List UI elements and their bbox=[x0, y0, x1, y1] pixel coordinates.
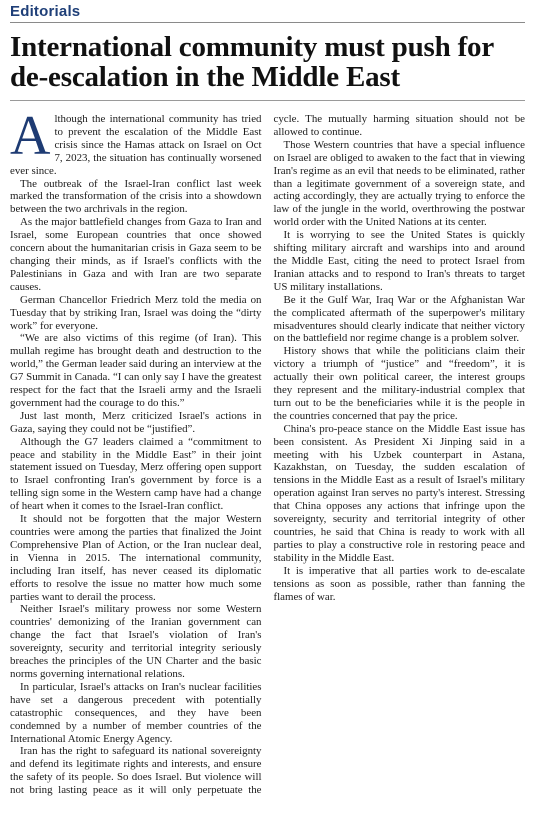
article-paragraph: Be it the Gulf War, Iraq War or the Afghanistan War the complicated aftermath of the superpower's military misadventures should clearly indicate that neither victory on the battlefield nor regime change is a problem solver. bbox=[273, 293, 525, 345]
article-paragraph: Just last month, Merz criticized Israel's actions in Gaza, saying they could not be “justified”. bbox=[10, 409, 262, 435]
article-paragraph: Although the G7 leaders claimed a “commitment to peace and stability in the Middle East” in their joint statement issued on Tuesday, Merz offering open support to Israel confronting Iran's government by force is a telling sign some in the Western camp have had a change of heart when it comes to the Israel-Iran conflict. bbox=[10, 435, 262, 513]
article-paragraph bbox=[10, 105, 262, 178]
article-paragraph: German Chancellor Friedrich Merz told the media on Tuesday that by striking Iran, Israel was doing the “dirty work” for everyone. bbox=[10, 293, 262, 332]
article-paragraph: As the major battlefield changes from Gaza to Iran and Israel, some European countries that once showed concern about the humanitarian crisis in Gaza seem to be changing their minds, as if Israel's conflicts with the Palestinians in Gaza and with Iran are two separate causes. bbox=[10, 216, 262, 293]
paragraph-text: lthough the international community has tried to prevent the escalation of the Middle East crisis since the Hamas attack on Israel on Oct 7, 2023, the situation has continually worsened ever since. bbox=[10, 113, 262, 177]
article-paragraph: Neither Israel's military prowess nor some Western countries' demonizing of the Iranian government can change the fact that Israel's violation of Iran's sovereignty, security and territorial integrity seriously breaches the principles of the UN Charter and the basic norms governing international relations. bbox=[10, 603, 262, 680]
headline-divider bbox=[10, 100, 525, 101]
section-divider bbox=[10, 22, 525, 23]
article-body bbox=[10, 105, 525, 819]
article-paragraph: Iran has the right to safeguard its national sovereignty and defend its legitimate rights and interests, and ensure the safety of its people. So does Israel. But violence will not bring lasting peace as it will only perpetuate the cycle. The mutually harming situation should not be allowed to continue. bbox=[10, 113, 525, 797]
article-paragraph: The outbreak of the Israel-Iran conflict last week marked the transformation of the crisis into a showdown between the two archrivals in the region. bbox=[10, 177, 262, 216]
drop-cap: A bbox=[10, 105, 51, 167]
article-paragraph: China's pro-peace stance on the Middle East issue has been consistent. As President Xi Jinping said in a meeting with his Uzbek counterpart in Astana, Kazakhstan, on Tuesday, the sudden escalation of tensions in the Middle East as a result of Israel's military operation against Iran serves no party's interest. Stressing that China opposes any actions that infringe upon the sovereignty, security and territorial integrity of other countries, he said that China is ready to work with all parties to play a constructive role in restoring peace and stability in the Middle East. bbox=[273, 422, 525, 564]
section-label: Editorials bbox=[10, 3, 81, 20]
article-paragraph: “We are also victims of this regime (of Iran). This mullah regime has brought death and destruction to the world,” the German leader said during an interview at the G7 Summit in Canada. “I can only say I have the greatest respect for the fact that the Israeli army and the Israeli government had the courage to do this.” bbox=[10, 332, 262, 409]
headline: International community must push for de-escalation in the Middle East bbox=[10, 31, 494, 93]
article-paragraph: In particular, Israel's attacks on Iran's nuclear facilities have set a dangerous precedent with potentially catastrophic consequences, and they have been condemned by a number of member countries of the International Atomic Energy Agency. bbox=[10, 680, 262, 745]
article-paragraph: It is worrying to see the United States is quickly shifting military aircraft and warships into and around the Middle East, citing the need to protect Israel from Iranian attacks and to respond to Iran's threats to target US military installations. bbox=[273, 229, 525, 293]
article-paragraph: It is imperative that all parties work to de-escalate tensions as soon as possible, rather than fanning the flames of war. bbox=[273, 564, 525, 603]
article-paragraph: It should not be forgotten that the major Western countries were among the parties that finalized the Joint Comprehensive Plan of Action, or the Iran nuclear deal, in Vienna in 2015. The international community, including Iran itself, has never ceased its diplomatic efforts to resolve the issue no matter how much some parties want to derail the process. bbox=[10, 513, 262, 603]
article-paragraph: History shows that while the politicians claim their victory a triumph of “justice” and “freedom”, it is actually their own political career, the interest groups they represent and the military-industrial complex that turn out to be the beneficiaries while it is the people in the countries concerned that pay the price. bbox=[273, 345, 525, 422]
article-paragraph: Those Western countries that have a special influence on Israel are obliged to awaken to the fact that in viewing Iran's regime as an evil that needs to be eliminated, rather than a legitimate government of a sovereign state, and acting accordingly, they are actually trying to enforce the law of the jungle in the world, overthrowing the postwar world order with the United Nations at its center. bbox=[273, 138, 525, 229]
